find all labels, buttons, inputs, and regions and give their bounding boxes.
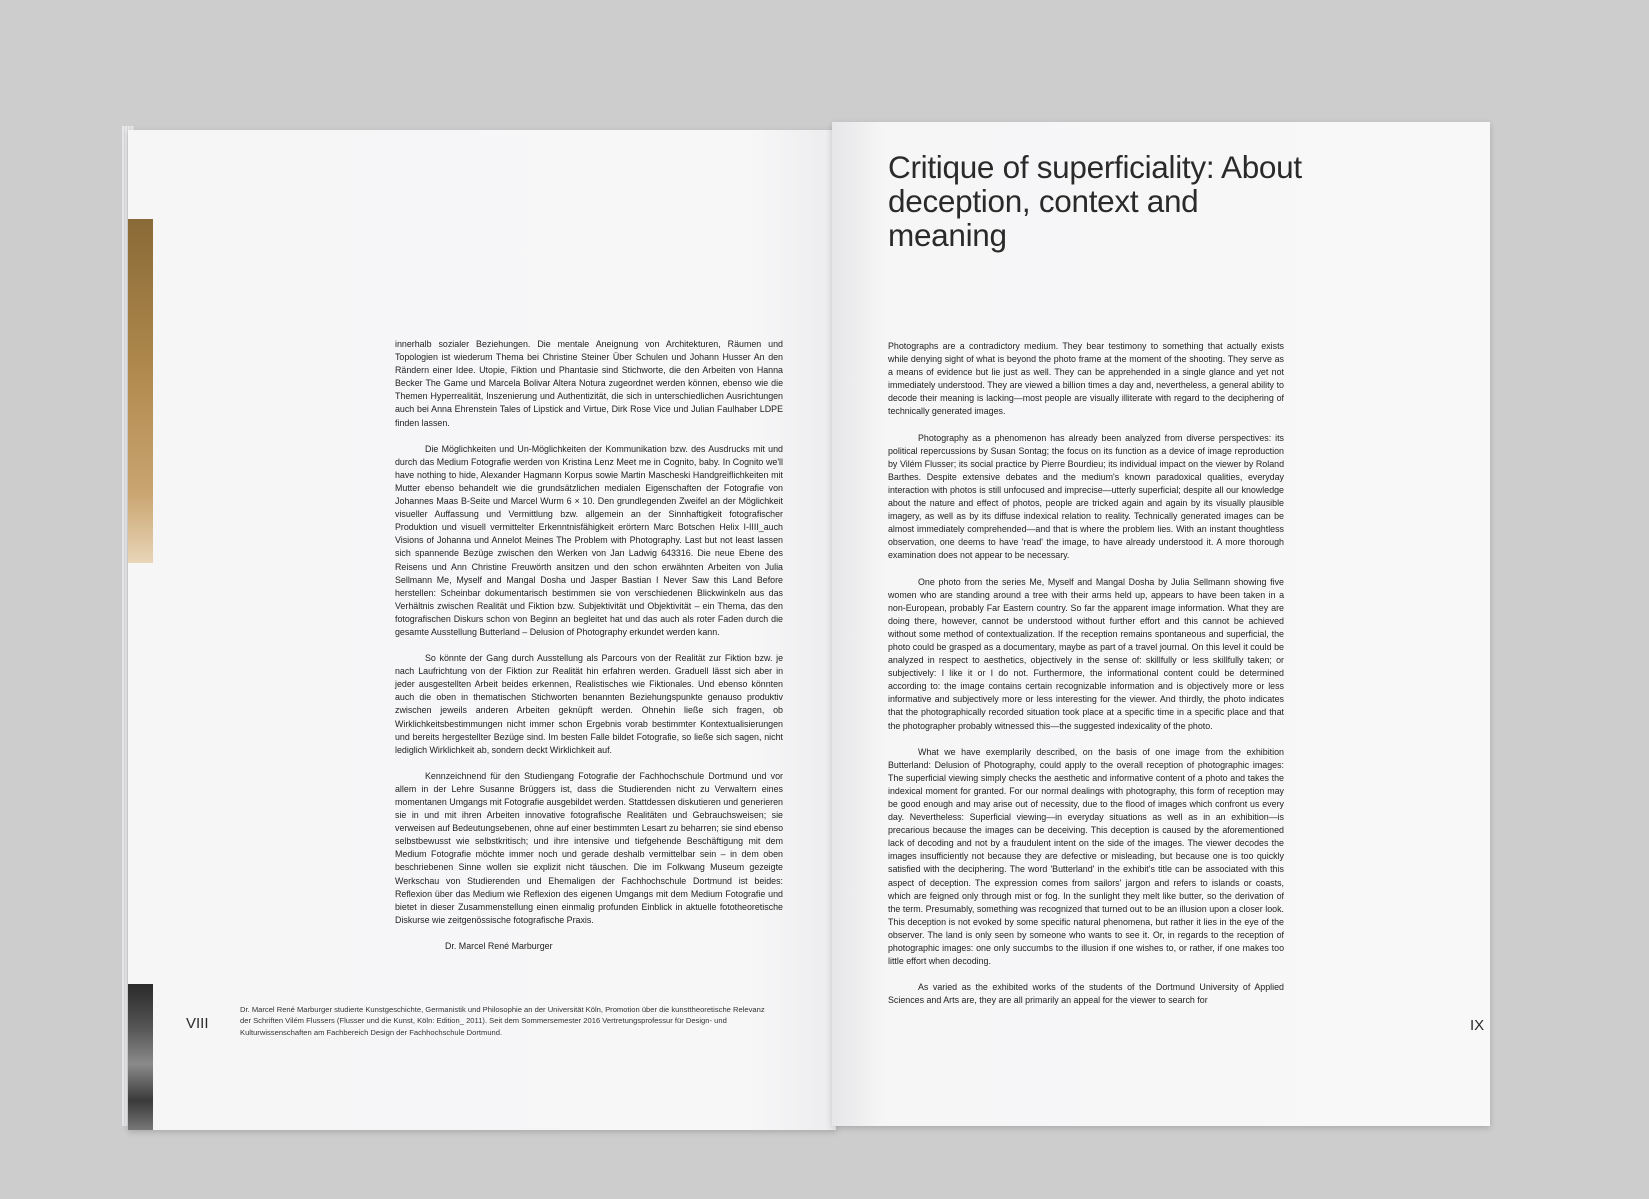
bw-photo-strip [128,984,153,1130]
left-paragraph-3: So könnte der Gang durch Ausstellung als Parcours von der Realität zur Fiktion bzw. je nach Laufrichtung von der Fiktion zur Realität hin erfahren werden. Graduell lässt sich aber in jeder ausgestellten Arbeit beides erkennen, Realistisches wie Fiktionales. Und ebenso könnten auch die oben in thematischen Stichworten benannten Beziehungspunkte genauso produktiv zwischen jeweils anderen Arbeiten geknüpft werden. Ohnehin ließe sich fragen, ob Wirklichkeitsbestimmungen nicht immer schon Ergebnis vorab bestimmter Kontextualisierungen und bereits hergestellter Bezüge sind. Im besten Falle bildet Fotografie, so ließe sich sagen, nicht lediglich Wirklichkeit ab, sondern deckt Wirklichkeit auf. [395,653,783,755]
left-text-column [395,338,783,966]
right-paragraph-2: Photography as a phenomenon has already been analyzed from diverse perspectives: its political repercussions by Susan Sontag; the focus on its function as a device of image reproduction by Vilém Flusser; its social practice by Pierre Bourdieu; its individual impact on the viewer by Roland Barthes. Despite extensive debates and the medium's known paradoxical qualities, everyday interaction with photos is still unfocused and imprecise—utterly superficial; despite all our knowledge about the nature and effect of photos, people are tricked again and again by its visually plausible imagery, as well as by its diffuse indexical relation to reality. Technically generated images can be almost immediately comprehended—and that is where the problem lies. With an instant thoughtless observation, one deems to have 'read' the image, to have already understood it. A more thorough examination does not appear to be necessary. [888,432,1284,561]
article-title: Critique of superficiality: About deception, context and meaning [888,149,1302,253]
left-paragraph-4: Kennzeichnend für den Studiengang Fotografie der Fachhochschule Dortmund und vor allem in der Lehre Susanne Brüggers ist, dass die Studierenden nicht zu Verwaltern eines momentanen Umgangs mit Fotografie ausgebildet werden. Stattdessen diskutieren und generieren sie in und mit ihren Arbeiten innovative fotografische Realitäten und Gebrauchsweisen; sie verweisen auf Bedeutungsebenen, ohne auf einer bestimmten Lesart zu beharren; sie sind ebenso selbstbewusst wie selbstkritisch; und ihre intensive und tiefgehende Beschäftigung mit dem Medium Fotografie möchte immer noch und gerade deshalb vermittelbar sein – in dem oben beschriebenen Sinne wollen sie explizit nicht täuschen. Die im Folkwang Museum gezeigte Werkschau von Studierenden und Ehemaligen der Fachhochschule Dortmund ist beides: Reflexion über das Medium wie Reflexion des eigenen Umgangs mit dem Medium Fotografie und bietet in dieser Zusammenstellung einen einmalig profunden Einblick in aktuelle fototheoretische Diskurse wie zeitgenössische fotografische Praxis. [395,770,783,925]
right-paragraph-4: What we have exemplarily described, on the basis of one image from the exhibition Butterland: Delusion of Photography, could apply to the overall reception of photographic images: The superficial viewing simply checks the aesthetic and informative content of a photo and takes the indexical moment for granted. For our normal dealings with photography, this form of reception may be good enough and may arise out of necessity, due to the flood of images which confront us every day. Nevertheless: Superficial viewing—in everyday situations as well as in an exhibition—is precarious because the images can be deceiving. This deception is caused by the aforementioned lack of decoding and not by a fraudulent intent on the side of the images. The viewer decodes the images insufficiently not because they are defective or misleading, but because one is too quickly satisfied with the deciphering. The word 'Butterland' in the exhibit's title can be associated with this aspect of deception. The expression comes from sailors' jargon and refers to islands or coasts, which are feigned only through mist or fog. In the sunlight they melt like butter, so the derivation of the term. Presumably, something was recognized that turned out to be an illusion upon a closer look. This deception is not evoked by some specific natural phenomena, but rather it lies in the eye of the observer. The land is only seen by someone who wants to see it. Or, in regards to the reception of photographic images: one only succumbs to the illusion if one wishes to, or rather, if one makes too little effort when decoding. [888,746,1284,967]
page-number-left: VIII [186,1015,209,1032]
right-paragraph-3: One photo from the series Me, Myself and Mangal Dosha by Julia Sellmann showing five women who are standing around a tree with their arms held up, appears to have been taken in a non-European, probably Far Eastern country. So far the apparent image information. What they are doing there, however, cannot be understood without further effort and this cannot be achieved without some method of contextualization. If the reception remains spontaneous and superficial, the photo could be grasped as a documentary, maybe as part of a travel journal. On this level it could be analyzed in respect to aesthetics, objectively in the sense of: skillfully or less skillfully taken; or subjectively: I like it or I do not. Furthermore, the informational content could be determined according to: the image contains certain recognizable information and is objectively more or less informative and subjectively more or less interesting for the viewer. And thirdly, the photo indicates that the photographically recorded situation took place at a specific time in a specific place and that the photographer probably witnessed this—the suggested indexicality of the photo. [888,576,1284,731]
right-paragraph-1: Photographs are a contradictory medium. They bear testimony to something that actually exists while denying sight of what is beyond the photo frame at the moment of the shooting. They serve as a means of evidence but lie just as well. They can be apprehended in a single glance and yet not immediately understood. They are viewed a billion times a day and, nevertheless, a general ability to decode their meaning is lacking—most people are visually illiterate with regard to the deciphering of technically generated images. [888,341,1284,417]
left-paragraph-1: innerhalb sozialer Beziehungen. Die mentale Aneignung von Architekturen, Räumen und Topologien ist wiederum Thema bei Christine Steiner Über Schulen und Johann Husser An den Rändern einer Idee. Utopie, Fiktion und Phantasie sind Stichworte, die den Arbeiten von Hanna Becker The Game und Marcela Bolivar Altera Notura zugeordnet werden können, ebenso wie die Themen Hyperrealität, Inszenierung und Authentizität, die sich in unterschiedlichen Ausrichtungen auch bei Anna Ehrenstein Tales of Lipstick and Virtue, Dirk Rose Vice und Julian Faulhaber LDPE finden lassen. [395,339,783,428]
author-signature: Dr. Marcel René Marburger [445,940,553,951]
page-number-right: IX [1470,1017,1485,1034]
author-bio-footnote: Dr. Marcel René Marburger studierte Kunstgeschichte, Germanistik und Philosophie an der Universität Köln, Promotion über die kunsttheoretische Relevanz der Schriften Vilém Flussers (Flusser und die Kunst, Köln: Edition_ 2011). Seit dem Sommersemester 2016 Vertretungsprofessur für Design- und Kulturwissenschaften am Fachbereich Design der Fachhochschule Dortmund. [240,1005,765,1037]
right-paragraph-5: As varied as the exhibited works of the students of the Dortmund University of Applied Sciences and Arts are, they are all primarily an appeal for the viewer to search for [888,982,1284,1006]
right-text-column [888,340,1284,1020]
gold-photo-strip [128,219,153,563]
left-paragraph-2: Die Möglichkeiten und Un-Möglichkeiten der Kommunikation bzw. des Ausdrucks mit und durch das Medium Fotografie werden von Kristina Lenz Meet me in Cognito, baby. In Cognito we'll have nothing to hide, Alexander Hagmann Korpus sowie Martin Mascheski Handgreiflichkeiten mit Mutter ebenso behandelt wie die grundsätzlichen medialen Eigenschaften der Fotografie von Johannes Maas B-Seite und Marcel Wurm 6 × 10. Den grundlegenden Zweifel an der Möglichkeit visueller Auffassung und Vermittlung bzw. allgemein an der Sinnhaftigkeit fotografischer Produktion und visuell vermittelter Erkenntnisfähigkeit erörtern Marc Botschen Helix I-IIII_auch Visions of Johanna und Annelot Meines The Problem with Photography. Last but not least lassen sich spannende Bezüge zwischen den Werken von Jan Ladwig 643316. Die neue Ebene des Reisens und Ann Christine Freuwörth ansitzen und den schon erwähnten Arbeiten von Julia Sellmann Me, Myself and Mangal Dosha und Jasper Bastian I Never Saw this Land Before herstellen: Scheinbar dokumentarisch bestimmen sie von verschiedenen Blickwinkeln aus das Verhältnis zwischen Realität und Fiktion bzw. Subjektivität und Objektivität – ein Thema, das den fotografischen Diskurs schon von Beginn an begleitet hat und das auch als roter Faden durch die gesamte Ausstellung Butterland – Delusion of Photography erkundet werden kann. [395,443,783,637]
